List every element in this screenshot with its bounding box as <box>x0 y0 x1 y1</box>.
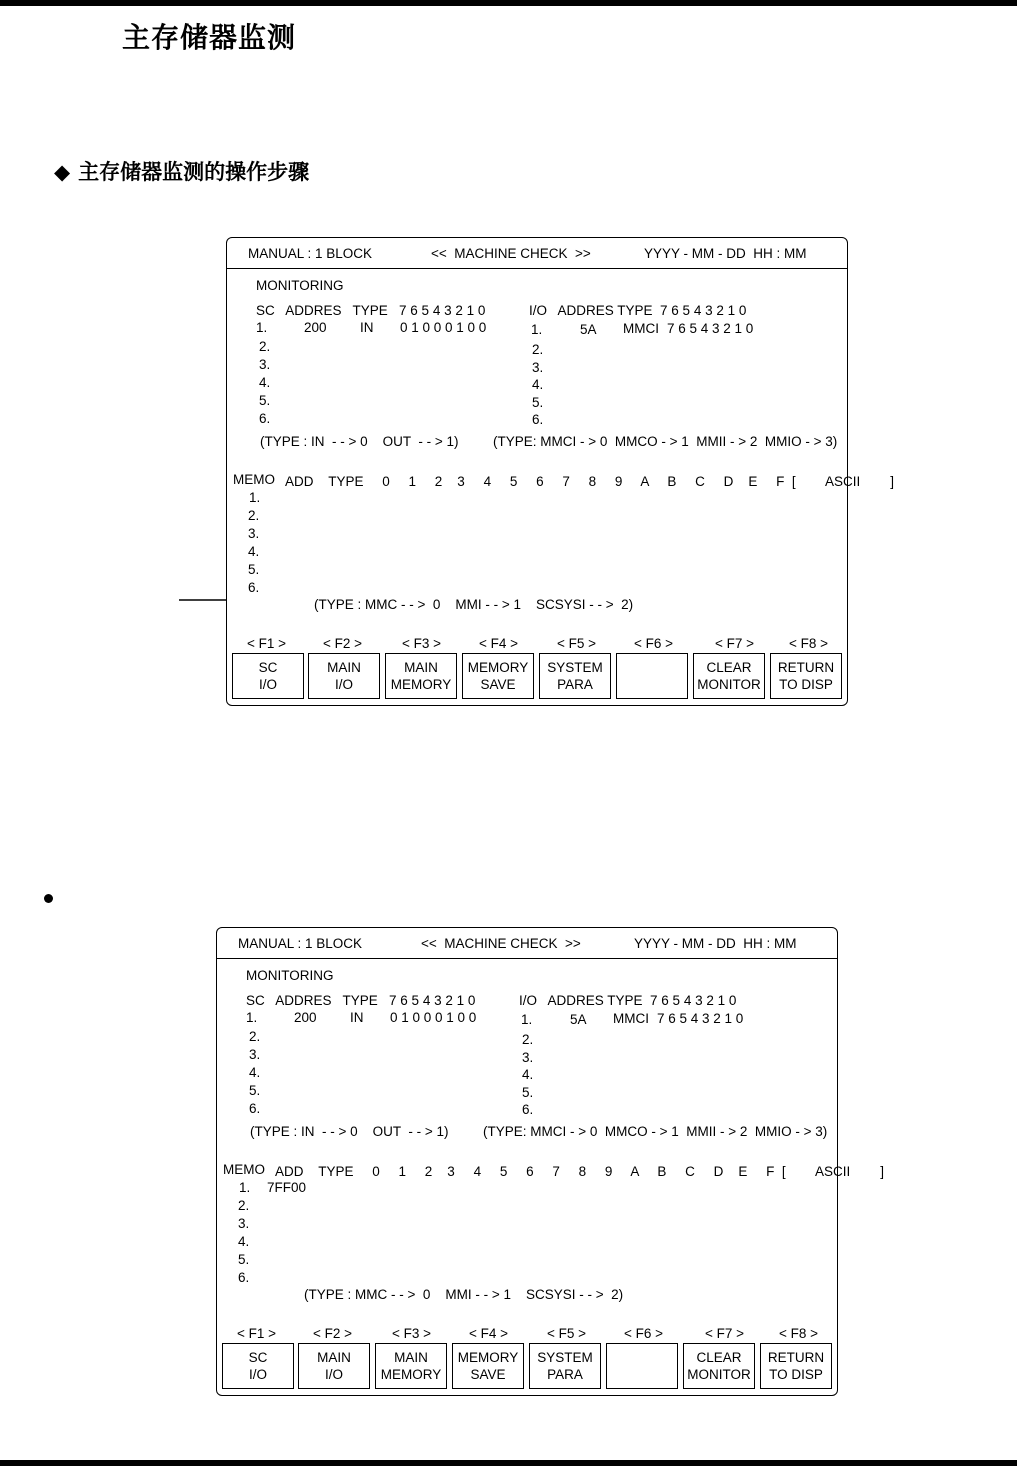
screen-title: << MACHINE CHECK >> <box>421 936 581 951</box>
sc-row-type: IN <box>360 320 374 335</box>
sc-row-address: 200 <box>304 320 327 335</box>
io-type-legend: (TYPE: MMCI - > 0 MMCO - > 1 MMII - > 2 MMIO - > 3) <box>493 434 838 449</box>
memo-table-header: ADD TYPE 0 1 2 3 4 5 6 7 8 9 A B C D E F [ ASCII ] <box>285 474 894 489</box>
fkey-label: < F2 > <box>313 1326 353 1341</box>
io-row-bits: 7 6 5 4 3 2 1 0 <box>657 1011 744 1026</box>
function-key-line2: I/O <box>258 677 277 692</box>
memo-row-number: 4. <box>238 1234 250 1249</box>
screen-header <box>217 928 837 959</box>
sc-row-number: 1. <box>256 320 268 335</box>
function-key-line1: SC <box>248 1350 268 1365</box>
function-key-line1: MAIN <box>317 1350 351 1365</box>
function-key-line2: TO DISP <box>769 1367 823 1382</box>
function-key-f2[interactable] <box>298 1343 370 1389</box>
sc-row-number: 4. <box>259 375 271 390</box>
sc-row-number: 3. <box>259 357 271 372</box>
function-key-line1: MEMORY <box>467 660 529 675</box>
sc-row-type: IN <box>350 1010 364 1025</box>
memo-row-number: 2. <box>238 1198 250 1213</box>
mode-indicator: MANUAL : 1 BLOCK <box>248 246 373 261</box>
screen-header <box>227 238 847 269</box>
function-key-line1: RETURN <box>767 1350 825 1365</box>
date-time: YYYY - MM - DD HH : MM <box>634 936 797 951</box>
io-row-number: 3. <box>532 359 544 375</box>
io-table-header: I/O ADDRES TYPE 7 6 5 4 3 2 1 0 <box>519 993 737 1008</box>
memo-row-number: 2. <box>248 508 260 523</box>
function-key-line2: TO DISP <box>779 677 833 692</box>
sc-table-header: SC ADDRES TYPE 7 6 5 4 3 2 1 0 <box>256 303 486 318</box>
sc-row-number: 2. <box>259 339 271 354</box>
function-key-f8[interactable] <box>770 653 842 699</box>
fkey-label: < F3 > <box>402 636 442 651</box>
sc-row-bits: 0 1 0 0 0 1 0 0 <box>390 1010 477 1025</box>
fkey-label: < F3 > <box>392 1326 432 1341</box>
memo-row-number: 1. <box>249 490 261 505</box>
mode-indicator: MANUAL : 1 BLOCK <box>238 936 363 951</box>
fkey-label: < F1 > <box>237 1326 277 1341</box>
function-key-line1: SYSTEM <box>547 660 603 675</box>
function-key-line1: MAIN <box>327 660 361 675</box>
function-key-f6[interactable] <box>606 1343 678 1389</box>
memo-row-number: 6. <box>238 1270 250 1285</box>
function-key-line1: MEMORY <box>457 1350 519 1365</box>
function-key-line2: MONITOR <box>687 1367 751 1382</box>
fkey-label: < F4 > <box>469 1326 509 1341</box>
io-row-number: 5. <box>522 1084 534 1100</box>
function-key-line1: CLEAR <box>696 1350 742 1365</box>
monitoring-label: MONITORING <box>246 968 334 983</box>
memo-row-number: 1. <box>239 1180 251 1195</box>
bullet-dot-icon <box>44 894 53 903</box>
memo-row-number: 3. <box>238 1216 250 1231</box>
screen-title: << MACHINE CHECK >> <box>431 246 591 261</box>
fkey-label: < F5 > <box>557 636 597 651</box>
function-key-f5[interactable] <box>539 653 611 699</box>
memo-label: MEMO <box>233 472 275 487</box>
function-key-line1: RETURN <box>777 660 835 675</box>
io-row-address: 5A <box>580 322 597 337</box>
function-key-f7[interactable] <box>683 1343 755 1389</box>
sc-type-legend: (TYPE : IN - - > 0 OUT - - > 1) <box>260 434 459 449</box>
sc-row-bits: 0 1 0 0 0 1 0 0 <box>400 320 487 335</box>
io-row-number: 6. <box>522 1102 534 1117</box>
function-key-f6[interactable] <box>616 653 688 699</box>
screen-1 <box>226 237 894 706</box>
sc-row-number: 5. <box>259 393 271 408</box>
sc-row-number: 4. <box>249 1065 261 1080</box>
function-key-line2: I/O <box>248 1367 267 1382</box>
bottom-rule <box>0 1460 1017 1466</box>
fkey-label: < F2 > <box>323 636 363 651</box>
io-row-type: MMCI <box>623 321 659 336</box>
function-key-line2: MONITOR <box>697 677 761 692</box>
memo-row-number: 6. <box>248 580 260 595</box>
memo-type-legend: (TYPE : MMC - - > 0 MMI - - > 1 SCSYSI - - > 2) <box>304 1287 624 1302</box>
function-key-line2: MEMORY <box>380 1367 442 1382</box>
fkey-label: < F8 > <box>779 1326 819 1341</box>
memo-row-number: 4. <box>248 544 260 559</box>
sc-row-address: 200 <box>294 1010 317 1025</box>
function-key-f8[interactable] <box>760 1343 832 1389</box>
section-heading-text: 主存储器监测的操作步骤 <box>78 160 310 184</box>
fkey-label: < F8 > <box>789 636 829 651</box>
sc-row-number: 6. <box>249 1101 261 1116</box>
fkey-label: < F6 > <box>624 1326 664 1341</box>
function-key-f3[interactable] <box>375 1343 447 1389</box>
memo-row-number: 5. <box>238 1252 250 1267</box>
section-heading <box>54 156 309 186</box>
memo-row-address: 7FF00 <box>267 1180 307 1195</box>
diamond-bullet-icon: ◆ <box>54 160 71 184</box>
io-table-header: I/O ADDRES TYPE 7 6 5 4 3 2 1 0 <box>529 303 747 318</box>
memo-row-number: 3. <box>248 526 260 541</box>
function-key-line1: SYSTEM <box>537 1350 593 1365</box>
fkey-label: < F7 > <box>715 636 755 651</box>
sc-row-number: 3. <box>249 1047 261 1062</box>
monitoring-label: MONITORING <box>256 278 344 293</box>
memo-table-header: ADD TYPE 0 1 2 3 4 5 6 7 8 9 A B C D E F [ ASCII ] <box>275 1164 884 1179</box>
io-row-bits: 7 6 5 4 3 2 1 0 <box>667 321 754 336</box>
io-row-number: 4. <box>522 1067 534 1082</box>
function-key-f5[interactable] <box>529 1343 601 1389</box>
function-key-f2[interactable] <box>308 653 380 699</box>
sc-row-number: 1. <box>246 1010 258 1025</box>
fkey-label: < F4 > <box>479 636 519 651</box>
sc-type-legend: (TYPE : IN - - > 0 OUT - - > 1) <box>250 1124 449 1139</box>
top-rule <box>0 0 1017 6</box>
function-key-line1: CLEAR <box>706 660 752 675</box>
io-row-number: 4. <box>532 377 544 392</box>
function-key-line2: I/O <box>334 677 353 692</box>
io-row-address: 5A <box>570 1012 587 1027</box>
memo-row-number: 5. <box>248 562 260 577</box>
function-key-line2: SAVE <box>470 1367 506 1382</box>
function-key-f1[interactable] <box>232 653 304 699</box>
fkey-label: < F5 > <box>547 1326 587 1341</box>
memo-label: MEMO <box>223 1162 265 1177</box>
function-key-f4[interactable] <box>462 653 534 699</box>
io-row-number: 5. <box>532 394 544 410</box>
function-key-f3[interactable] <box>385 653 457 699</box>
sc-row-number: 6. <box>259 411 271 426</box>
sc-row-number: 2. <box>249 1029 261 1044</box>
function-key-f7[interactable] <box>693 653 765 699</box>
page-title: 主存储器监测 <box>122 21 297 54</box>
function-key-line2: PARA <box>547 1367 583 1382</box>
fkey-label: < F1 > <box>247 636 287 651</box>
io-row-type: MMCI <box>613 1011 649 1026</box>
date-time: YYYY - MM - DD HH : MM <box>644 246 807 261</box>
io-row-number: 1. <box>521 1012 533 1027</box>
io-row-number: 3. <box>522 1049 534 1065</box>
function-key-line2: SAVE <box>480 677 516 692</box>
function-key-line1: MAIN <box>404 660 438 675</box>
screen-2 <box>216 927 884 1396</box>
sc-table-header: SC ADDRES TYPE 7 6 5 4 3 2 1 0 <box>246 993 476 1008</box>
function-key-line2: MEMORY <box>390 677 452 692</box>
function-key-f1[interactable] <box>222 1343 294 1389</box>
function-key-line2: I/O <box>324 1367 343 1382</box>
sc-row-number: 5. <box>249 1083 261 1098</box>
io-row-number: 1. <box>531 322 543 337</box>
io-type-legend: (TYPE: MMCI - > 0 MMCO - > 1 MMII - > 2 MMIO - > 3) <box>483 1124 828 1139</box>
function-key-line2: PARA <box>557 677 593 692</box>
io-row-number: 6. <box>532 412 544 427</box>
fkey-label: < F7 > <box>705 1326 745 1341</box>
function-key-f4[interactable] <box>452 1343 524 1389</box>
function-key-line1: MAIN <box>394 1350 428 1365</box>
io-row-number: 2. <box>532 342 544 357</box>
memo-type-legend: (TYPE : MMC - - > 0 MMI - - > 1 SCSYSI - - > 2) <box>314 597 634 612</box>
io-row-number: 2. <box>522 1032 534 1047</box>
function-key-line1: SC <box>258 660 278 675</box>
fkey-label: < F6 > <box>634 636 674 651</box>
